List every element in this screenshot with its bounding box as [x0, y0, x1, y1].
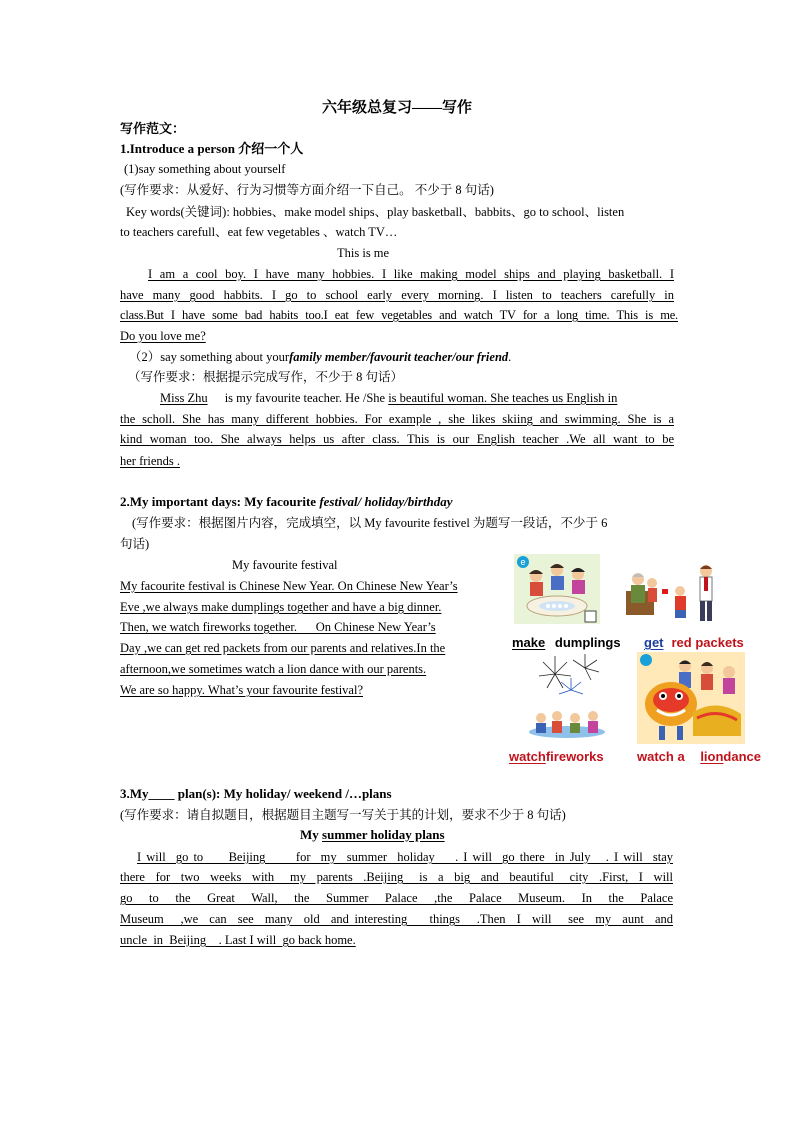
essay-2-line — [148, 390, 617, 406]
keywords-line-1: Key words(关键词): hobbies、make model ships、play basketball、babbits、go to school、listen — [126, 205, 625, 219]
sub2-options: family member/favourit teacher/our friend — [289, 350, 509, 364]
section-1-subtitle: (1)say something about yourself — [124, 162, 286, 176]
caption-text: red packets — [671, 635, 744, 650]
section-1-requirement: (写作要求：从爱好、行为习惯等方面介绍一下自己。 不少于 8 句话) — [120, 183, 494, 197]
essay-3-line: Then, we watch fireworks together. On Chinese New Year’s — [120, 620, 436, 634]
sub2-end: . — [508, 350, 512, 364]
essay-4-title-prefix: My — [300, 827, 319, 842]
page-title: 六年级总复习——写作 — [321, 100, 472, 116]
caption-text: dance — [723, 749, 761, 764]
fireworks-picture — [527, 650, 609, 740]
section-2-requirement: (写作要求：根据图片内容，完成填空，以 My favourite festivel 为题写一段话，不少于 6 — [132, 516, 608, 530]
essay-1-line: I am a cool boy. I have many hobbies. I like making model ships and playing basketball. I — [148, 267, 674, 281]
red-packets-picture — [622, 561, 722, 627]
section-1-title: 1.Introduce a person 介绍一个人 — [120, 141, 304, 156]
essay-3-line: My facourite festival is Chinese New Year. On Chinese New Year’s — [120, 579, 458, 593]
essay-2-line: kind woman too. She always helps us after class. This is our English teacher .We all want to be — [120, 432, 674, 446]
essay-3-title: My favourite festival — [232, 558, 338, 572]
essay-1-line: Do you love me? — [120, 329, 206, 343]
lion-dance-picture — [637, 652, 745, 744]
section-2-title-options: festival/ holiday/birthday — [319, 494, 453, 509]
essay-3-line: We are so happy. What’s your favourite festival? — [120, 683, 364, 697]
caption-fill: watch — [509, 749, 546, 764]
caption-text: watch a — [637, 749, 685, 764]
dumplings-picture — [514, 554, 600, 624]
sub2-prefix: （2）say something about your — [129, 350, 290, 364]
caption-fill: make — [512, 635, 546, 650]
caption-fill: lion — [700, 749, 724, 764]
essay-4-title — [300, 827, 445, 843]
picture-label: e — [520, 557, 526, 567]
section-3-title: 3.My____ plan(s): My holiday/ weekend /…plans — [120, 786, 392, 801]
essay-4-line: go to the Great Wall, the Summer Palace ,the Palace Museum. In the Palace — [120, 891, 673, 905]
essay-2-line: her friends . — [120, 454, 181, 468]
section-2-title-text: 2.My important days: My facourite — [120, 494, 320, 509]
essay-2-text: is my favourite teacher. He /She — [224, 391, 386, 405]
caption-lion-dance — [637, 749, 761, 765]
section-1-requirement-2: （写作要求：根据提示完成写作，不少于 8 句话） — [128, 370, 404, 384]
essay-2-text-underlined: is beautiful woman. She teaches us English in — [388, 391, 618, 405]
essay-3-line: Day ,we can get red packets from our parents and relatives.In the — [120, 641, 446, 655]
essay-3-line: Eve ,we always make dumplings together and have a big dinner. — [120, 600, 442, 614]
essay-2-line: the scholl. She has many different hobbies. For example , she likes skiing and swimming. She is a — [120, 412, 674, 426]
section-1-subtitle-2 — [129, 349, 511, 365]
essay-4-line: Museum ,we can see many old and interesting things .Then I will see my aunt and — [120, 912, 673, 926]
section-3-requirement: (写作要求：请自拟题目，根据题目主题写一写关于其的计划，要求不少于 8 句话) — [120, 808, 566, 822]
caption-fill: get — [644, 635, 664, 650]
essay-4-line: I will go to Beijing for my summer holiday . I will go there in July . I will stay — [137, 850, 673, 864]
essay-1-title: This is me — [337, 246, 390, 260]
caption-red-packets — [636, 635, 744, 651]
section-2-title — [120, 494, 453, 510]
essay-1-line: have many good habbits. I go to school early every morning. I listen to teachers carefully in — [120, 288, 674, 302]
section-heading: 写作范文： — [120, 121, 186, 136]
keywords-line-2: to teachers carefull、eat few vegetables 、watch TV… — [120, 225, 398, 239]
section-2-requirement-cont: 句话) — [120, 537, 150, 551]
caption-fireworks — [501, 749, 604, 765]
essay-4-line: uncle in Beijing . Last I will go back home. — [120, 933, 356, 947]
essay-4-line: there for two weeks with my parents .Beijing is a big and beautiful city .First, I will — [120, 870, 673, 884]
caption-text: fireworks — [545, 749, 604, 764]
caption-text: dumplings — [554, 635, 621, 650]
teacher-name-fill: Miss Zhu — [160, 391, 208, 405]
essay-1-line: class.But I have some bad habits too.I eat few vegetables and watch TV for a long time. This is me. — [120, 308, 678, 322]
essay-3-line: afternoon,we sometimes watch a lion dance with our parents. — [120, 662, 427, 676]
essay-4-title-fill: summer holiday plans — [322, 827, 445, 842]
caption-dumplings — [506, 635, 621, 651]
